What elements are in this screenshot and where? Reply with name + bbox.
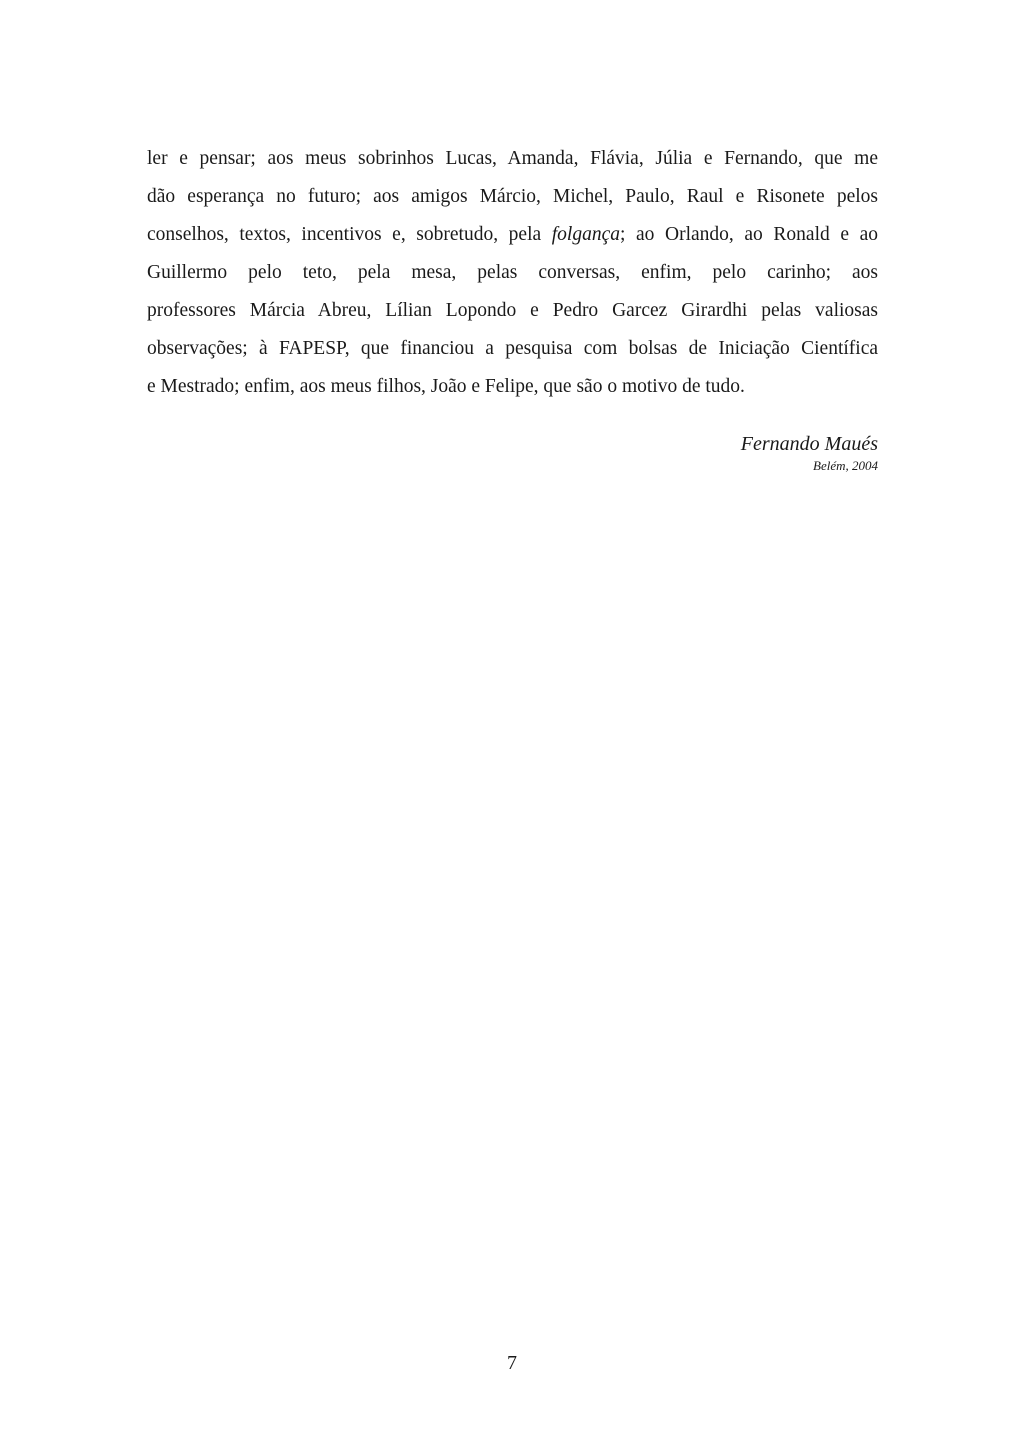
signature-block bbox=[741, 430, 878, 474]
paragraph-line-5: professores Márcia Abreu, Lílian Lopondo e Pedro Garcez Girardhi pelas valiosas bbox=[147, 300, 878, 321]
paragraph-line-3 bbox=[147, 216, 878, 254]
paragraph-line-3-start: conselhos, textos, incentivos e, sobretudo, pela bbox=[147, 224, 552, 245]
page-number: 7 bbox=[507, 1352, 517, 1374]
signature-place-date: Belém, 2004 bbox=[813, 458, 878, 473]
paragraph-line-7: e Mestrado; enfim, aos meus filhos, João e Felipe, que são o motivo de tudo. bbox=[147, 376, 745, 397]
paragraph-line-2: dão esperança no futuro; aos amigos Márcio, Michel, Paulo, Raul e Risonete pelos bbox=[147, 186, 878, 207]
paragraph-line-3-end: ; ao Orlando, ao Ronald e ao bbox=[620, 224, 878, 245]
paragraph-line-6: observações; à FAPESP, que financiou a pesquisa com bolsas de Iniciação Científica bbox=[147, 338, 878, 359]
paragraph-line-4: Guillermo pelo teto, pela mesa, pelas conversas, enfim, pelo carinho; aos bbox=[147, 262, 878, 283]
paragraph-line-1: ler e pensar; aos meus sobrinhos Lucas, Amanda, Flávia, Júlia e Fernando, que me bbox=[147, 148, 878, 169]
emphasized-word: folgança bbox=[551, 224, 621, 245]
acknowledgments-paragraph bbox=[147, 140, 878, 406]
signature-name: Fernando Maués bbox=[740, 433, 878, 455]
